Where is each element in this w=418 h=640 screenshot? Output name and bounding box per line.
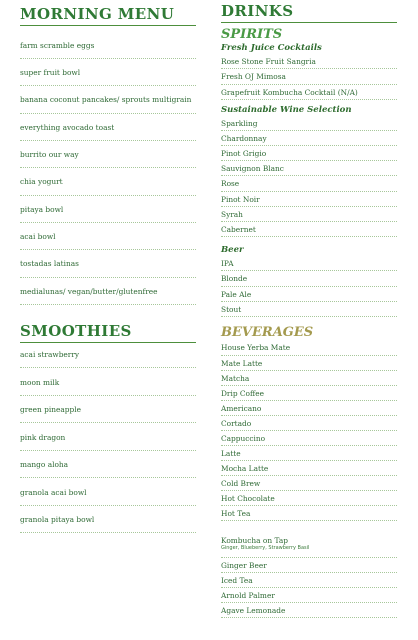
kombucha-item <box>221 536 397 558</box>
list-item: Pale Ale <box>221 287 397 302</box>
list-item: tostadas latinas <box>20 250 196 278</box>
list-item: pink dragon <box>20 423 196 451</box>
beverages-title: BEVERAGES <box>221 325 314 340</box>
drinks-title: DRINKS <box>221 2 397 23</box>
beer-list <box>221 256 397 317</box>
list-item: Agave Lemonade <box>221 603 397 618</box>
list-item: Arnold Palmer <box>221 588 397 603</box>
list-item: Cappuccino <box>221 431 397 446</box>
list-item: Grapefruit Kombucha Cocktail (N/A) <box>221 85 397 100</box>
list-item: House Yerba Mate <box>221 341 397 356</box>
list-item: Hot Tea <box>221 506 397 521</box>
list-item: acai strawberry <box>20 343 196 368</box>
list-item: super fruit bowl <box>20 59 196 86</box>
list-item: granola pitaya bowl <box>20 506 196 533</box>
fresh-juice-subtitle: Fresh Juice Cocktails <box>221 43 322 53</box>
list-item: pitaya bowl <box>20 196 196 223</box>
list-item: Drip Coffee <box>221 386 397 401</box>
beverages-list <box>221 341 397 521</box>
list-item: Syrah <box>221 207 397 222</box>
wine-list <box>221 116 397 237</box>
list-item: Latte <box>221 446 397 461</box>
list-item: chia yogurt <box>20 168 196 196</box>
list-item: Matcha <box>221 371 397 386</box>
list-item: medialunas/ vegan/butter/glutenfree <box>20 278 196 305</box>
list-item: Sparkling <box>221 116 397 131</box>
list-item: Rose Stone Fruit Sangria <box>221 54 397 69</box>
list-item: Pinot Noir <box>221 192 397 207</box>
smoothies-list <box>20 343 196 533</box>
list-item: Fresh OJ Mimosa <box>221 69 397 85</box>
list-item: everything avocado toast <box>20 114 196 141</box>
list-item: Ginger Beer <box>221 558 397 573</box>
list-item: burrito our way <box>20 141 196 168</box>
list-item: farm scramble eggs <box>20 32 196 59</box>
list-item: Hot Chocolate <box>221 491 397 506</box>
list-item: banana coconut pancakes/ sprouts multigrain <box>20 86 196 114</box>
list-item: Blonde <box>221 271 397 287</box>
wine-subtitle: Sustainable Wine Selection <box>221 105 352 115</box>
list-item: Cold Brew <box>221 476 397 491</box>
kombucha-flavors: Ginger, Blueberry, Strawberry Basil <box>221 545 310 551</box>
list-item: Americano <box>221 401 397 416</box>
list-item: granola acai bowl <box>20 478 196 506</box>
list-item: Mate Latte <box>221 356 397 371</box>
list-item: green pineapple <box>20 396 196 423</box>
list-item: Sauvignon Blanc <box>221 161 397 176</box>
beer-subtitle: Beer <box>221 245 244 255</box>
list-item: Rose <box>221 176 397 192</box>
spirits-title: SPIRITS <box>221 27 283 42</box>
list-item: Stout <box>221 302 397 317</box>
fresh-juice-list <box>221 54 397 100</box>
right-column <box>221 0 397 618</box>
list-item: moon milk <box>20 368 196 396</box>
list-item: Chardonnay <box>221 131 397 146</box>
left-column <box>20 0 196 533</box>
list-item: Mocha Latte <box>221 461 397 476</box>
list-item: acai bowl <box>20 223 196 250</box>
list-item: IPA <box>221 256 397 271</box>
list-item: mango aloha <box>20 451 196 478</box>
morning-menu-title: MORNING MENU <box>20 5 196 26</box>
more-beverages-list <box>221 558 397 618</box>
list-item: Iced Tea <box>221 573 397 588</box>
kombucha-label: Kombucha on Tap <box>221 536 288 545</box>
list-item: Pinot Grigio <box>221 146 397 161</box>
smoothies-title: SMOOTHIES <box>20 322 196 343</box>
list-item: Cortado <box>221 416 397 431</box>
morning-menu-list <box>20 32 196 305</box>
list-item: Cabernet <box>221 222 397 237</box>
